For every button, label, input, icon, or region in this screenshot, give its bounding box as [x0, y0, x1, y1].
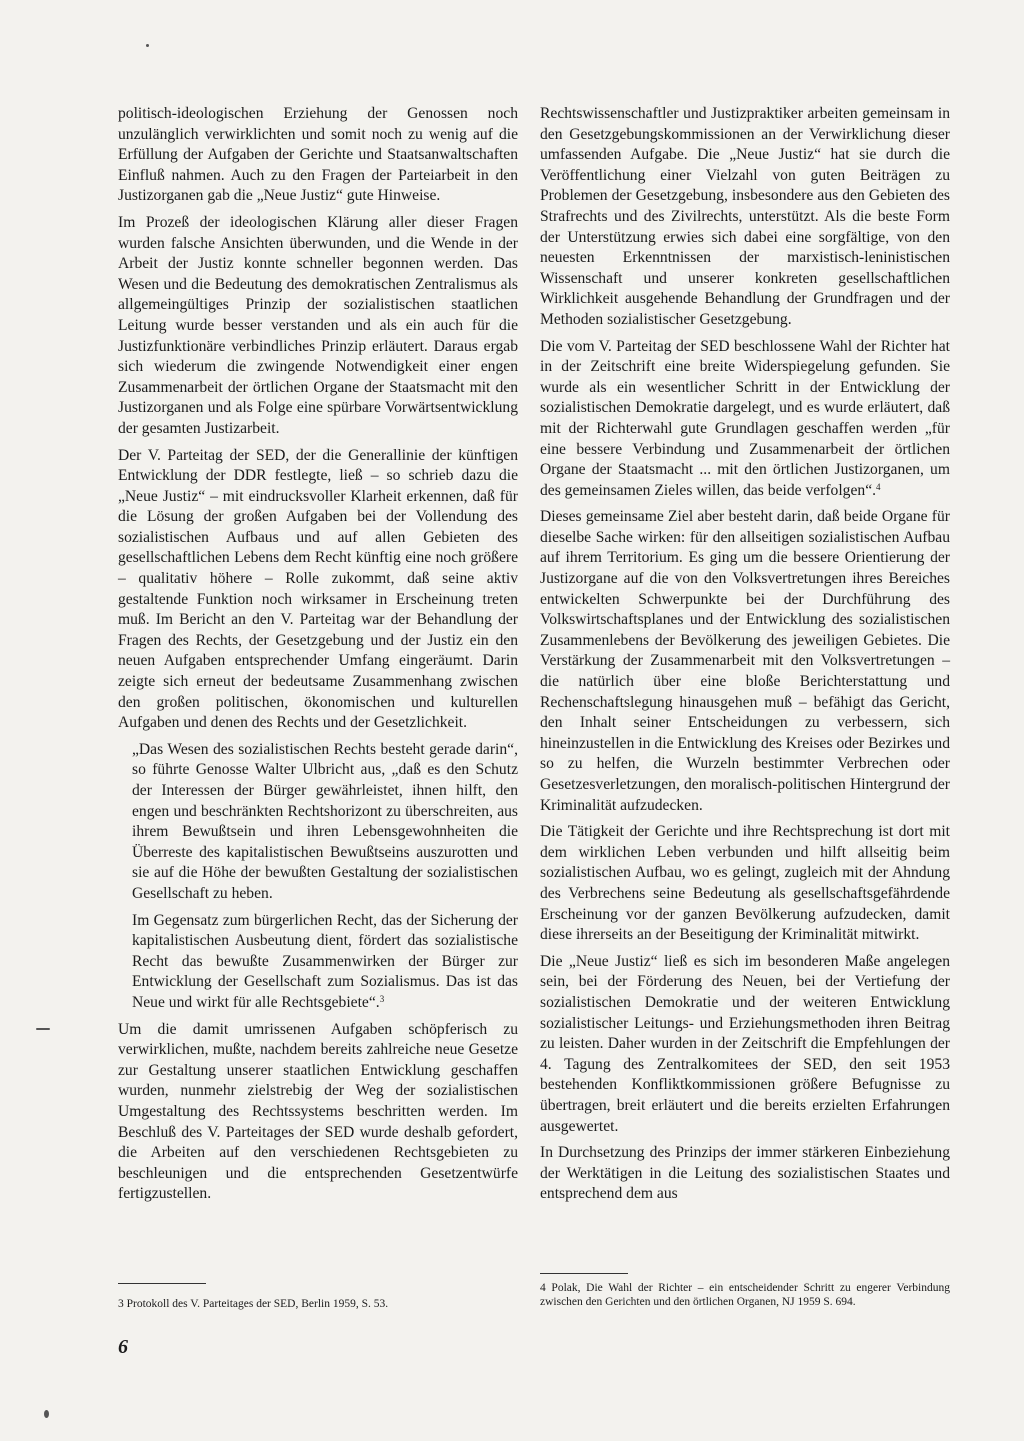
paragraph [118, 446, 518, 734]
scan-speck [146, 44, 149, 47]
paragraph-text: „Das Wesen des sozialistischen Rechts besteht gerade darin“, so führte Genosse Walter Ulbricht aus, „daß es den Schutz der Interessen der Bürger gewährleistet, ihnen hilft, den engen und beschränkten Rechtshorizont zu überschreiten, aus ihrem Bewußtsein und ihren Lebensgewohnheiten die Überreste des kapitalistischen Bewußtseins auszurotten und sie auf die Höhe der bewußten Gestaltung der sozialistischen Gesellschaft zu heben. [132, 740, 518, 902]
paragraph [540, 104, 950, 331]
footnote-reference: 3 [379, 993, 385, 1004]
left-text-column [118, 104, 518, 1211]
footnote-separator-left [118, 1283, 206, 1284]
paragraph-text: politisch-ideologischen Erziehung der Genossen noch unzulänglich verwirklichten und somit noch zu wenig auf die Erfüllung der Aufgaben der Gerichte und Staatsanwaltschaften Einfluß nahmen. Auch zu den Fragen der Parteiarbeit in den Justizorganen gab die „Neue Justiz“ gute Hinweise. [118, 105, 518, 205]
paragraph [540, 952, 950, 1137]
paragraph-text: Dieses gemeinsame Ziel aber besteht darin, daß beide Organe für dieselbe Sache wirken: für den allseitigen sozialistischen Aufbau auf ihrem Territorium. Es ging um die bessere Orientierung der Justizorgane auf die von den Volksvertretungen ihres Bereiches entwickelten Schwerpunkte bei der Durchführung des Volkswirtschaftsplanes und der Entwicklung des sozialistischen Zusammenlebens der Bevölkerung des jeweiligen Gebietes. Die Verstärkung der Zusammenarbeit mit den Volksvertretungen – die natürlich über eine bloße Berichterstattung und Rechenschaftslegung hinausgehen muß – befähigt das Gericht, den Inhalt seiner Entscheidungen zu verbessern, sich hineinzustellen in die Entwicklung des Kreises oder Bezirkes und so zu helfen, die Wurzeln bestimmter Verbrechen oder Gesetzesverletzungen, den moralisch-politischen Hintergrund der Kriminalität aufzudecken. [540, 508, 950, 814]
paragraph-text: Im Prozeß der ideologischen Klärung aller dieser Fragen wurden falsche Ansichten überwunden, und die Wende in der Arbeit der Justiz konnte schneller begonnen werden. Das Wesen und die Bedeutung des demokratischen Zentralismus als allgemeingültiges Prinzip der sozialistischen staatlichen Leitung wurde besser verstanden und als ein auch für die Justizfunktionäre verbindliches Prinzip erläutert. Daraus ergab sich wiederum die zwingende Notwendigkeit einer engen Zusammenarbeit der örtlichen Organe der Staatsmacht mit den Justizorganen und als Folge eine spürbare Vorwärtsentwicklung der gesamten Justizarbeit. [118, 213, 518, 437]
footnote-3: 3 Protokoll des V. Parteitages der SED, Berlin 1959, S. 53. [118, 1298, 389, 1310]
paragraph [540, 822, 950, 946]
scan-speck [36, 1028, 50, 1030]
paragraph [540, 1143, 950, 1205]
paragraph-text: Rechtswissenschaftler und Justizpraktiker arbeiten gemeinsam in den Gesetzgebungskommissionen an der Verwirklichung dieser umfassenden Aufgabe. Die „Neue Justiz“ hat sie durch die Veröffentlichung einer Vielzahl von guten Beiträgen zu Problemen der Gesetzgebung, insbesondere aus den Gebieten des Strafrechts und des Zivilrechts, unterstützt. Als die beste Form der Unterstützung erwies sich dabei eine sorgfältige, von den neuesten Erkenntnissen der marxistisch-leninistischen Wissenschaft und unserer konkreten gesellschaftlichen Wirklichkeit ausgehende Behandlung der Grundfragen und der Methoden sozialistischer Gesetzgebung. [540, 105, 950, 328]
footnote-4: 4 Polak, Die Wahl der Richter – ein entscheidender Schritt zu engerer Verbindung zwischen den Gerichten und den örtlichen Organen, NJ 1959 S. 694. [540, 1282, 950, 1308]
paragraph-text: Die „Neue Justiz“ ließ es sich im besonderen Maße angelegen sein, bei der Förderung des Neuen, bei der Vertiefung der sozialistischen Demokratie und der weiteren Entwicklung sozialistischer Leitungs- und Erziehungsmethoden ihren Beitrag zu leisten. Daher wurden in der Zeitschrift die Empfehlungen der 4. Tagung des Zentralkomitees der SED, den seit 1953 bestehenden Konfliktkommissionen größere Befugnisse zu übertragen, breit erläutert und die bereits erzielten Erfahrungen ausgewertet. [540, 952, 950, 1135]
paragraph [118, 1020, 518, 1205]
footnote-separator-right [540, 1273, 628, 1274]
paragraph-text: Um die damit umrissenen Aufgaben schöpferisch zu verwirklichen, mußte, nachdem bereits zahlreiche neue Gesetze zur Gestaltung unserer staatlichen Entwicklung geschaffen wurden, nunmehr zielstrebig der Weg der sozialistischen Umgestaltung des Rechtssystems beschritten werden. Im Beschluß des V. Parteitages der SED wurde deshalb gefordert, die Arbeiten auf den verschiedenen Rechtsgebieten zu beschleunigen und die entsprechenden Gesetzentwürfe fertigzustellen. [118, 1020, 518, 1203]
paragraph [118, 104, 518, 207]
paragraph-text: Die vom V. Parteitag der SED beschlossene Wahl der Richter hat in der Zeitschrift eine breite Widerspiegelung gefunden. Sie wurde als ein wesentlicher Schritt in der Entwicklung der sozialistischen Demokratie dargelegt, und es wurde erläutert, daß mit der Richterwahl gute Grundlagen geschaffen werden „für eine bessere Verbindung und Zusammenarbeit der örtlichen Organe der Staatsmacht ... mit den örtlichen Justizorganen, um des gemeinsamen Zieles willen, das beide verfolgen“. [540, 337, 950, 499]
page-number: 6 [118, 1336, 128, 1358]
footnote-reference: 4 [876, 481, 881, 492]
paragraph-text: Der V. Parteitag der SED, der die Generallinie der künftigen Entwicklung der DDR festlegte, ließ – so schrieb dazu die „Neue Justiz“ – mit eindrucksvoller Klarheit erkennen, daß für die Lösung der großen Aufgaben bei der Vollendung des sozialistischen Aufbaus und auf allen Gebieten des gesellschaftlichen Lebens dem Recht künftig eine noch größere – qualitativ höhere – Rolle zukommt, daß seine aktiv gestaltende Funktion noch wirksamer in Erscheinung treten muß. Im Bericht an den V. Parteitag war der Behandlung der Fragen des Rechts, der Gesetzgebung und der Justiz ein den neuen Aufgaben entsprechender Umfang eingeräumt. Darin zeigte sich erneut der bedeutsame Zusammenhang zwischen den großen politischen, ökonomischen und kulturellen Aufgaben und denen des Rechts und der Gesetzlichkeit. [118, 446, 518, 732]
right-text-column [540, 104, 950, 1211]
paragraph [118, 213, 518, 440]
paragraph-text: Die Tätigkeit der Gerichte und ihre Rechtsprechung ist dort mit dem wirklichen Leben verbunden und hilft allseitig beim sozialistischen Aufbau, wo es gelingt, zugleich mit der Ahndung des Verbrechens seine Bedeutung als gesellschaftsgefährdende Erscheinung vor der ganzen Bevölkerung aufzudecken, damit diese ihrerseits an der Beseitigung der Kriminalität mitwirkt. [540, 823, 950, 944]
paragraph-text: In Durchsetzung des Prinzips der immer stärkeren Einbeziehung der Werktätigen in die Leitung des sozialistischen Staates und entsprechend dem aus [540, 1144, 950, 1203]
paragraph [540, 337, 950, 502]
paragraph [540, 507, 950, 816]
paragraph-text: Im Gegensatz zum bürgerlichen Recht, das der Sicherung der kapitalistischen Ausbeutung dient, fördert das sozialistische Recht das bewußte Zusammenwirken der Bürger zur Entwicklung der Gesellschaft zum Sozialismus. Das ist das Neue und wirkt für alle Rechtsgebiete“. [132, 911, 518, 1011]
quoted-paragraph [132, 911, 518, 1014]
scan-speck [44, 1410, 49, 1418]
quoted-paragraph [132, 740, 518, 905]
